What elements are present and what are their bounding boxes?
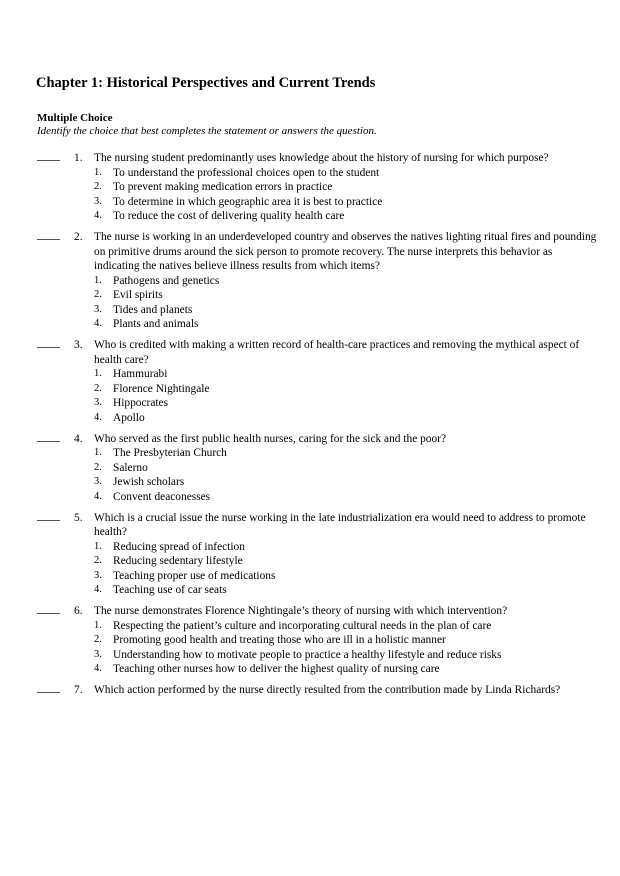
question-stem: Who served as the first public health nurses, caring for the sick and the poor? — [94, 432, 447, 445]
answer-blank[interactable] — [37, 613, 60, 614]
answer-option — [94, 317, 513, 332]
option-number: 3. — [94, 397, 102, 408]
answer-blank[interactable] — [37, 441, 60, 442]
answer-option — [94, 490, 513, 505]
answer-option — [94, 619, 593, 634]
question-list — [0, 151, 620, 704]
answer-option — [94, 367, 513, 382]
option-number: 4. — [94, 584, 102, 595]
question-stem: The nursing student predominantly uses knowledge about the history of nursing for which purpose? — [94, 152, 549, 164]
question-stem: Which is a crucial issue the nurse working in the late industrialization era would need to address to promote health? — [94, 511, 586, 538]
question-number: 6. — [74, 605, 83, 617]
option-text: Evil spirits — [113, 289, 163, 301]
answer-option — [94, 461, 513, 476]
question-stem: The nurse demonstrates Florence Nightingale’s theory of nursing with which intervention? — [94, 605, 508, 617]
answer-option — [94, 583, 513, 598]
option-text: Apollo — [113, 411, 145, 424]
question-stem: Who is credited with making a written record of health-care practices and removing the mythical aspect of health care? — [94, 339, 580, 366]
question-item — [0, 230, 620, 332]
answer-blank[interactable] — [37, 692, 60, 693]
option-number: 4. — [94, 663, 102, 674]
option-text: Teaching use of car seats — [113, 584, 227, 596]
option-number: 4. — [94, 210, 102, 221]
option-number: 1. — [94, 447, 102, 458]
answer-option — [94, 166, 513, 181]
question-number: 1. — [74, 152, 83, 164]
answer-blank[interactable] — [37, 347, 60, 348]
option-number: 4. — [94, 318, 102, 329]
answer-blank[interactable] — [37, 239, 60, 240]
option-text: Convent deaconesses — [113, 490, 211, 503]
answer-option — [94, 396, 513, 411]
option-number: 1. — [94, 274, 102, 286]
answer-option — [94, 303, 513, 318]
option-text: To determine in which geographic area it is best to practice — [113, 195, 383, 208]
question-number: 3. — [74, 339, 83, 351]
answer-option — [94, 633, 593, 648]
option-number: 1. — [94, 368, 102, 379]
question-number: 7. — [74, 684, 83, 696]
option-number: 2. — [94, 461, 102, 473]
option-list — [0, 367, 620, 425]
question-item — [0, 511, 620, 598]
option-text: Respecting the patient’s culture and incorporating cultural needs in the plan of care — [113, 619, 492, 632]
question-number: 4. — [74, 432, 83, 445]
answer-option — [94, 411, 513, 426]
answer-option — [94, 554, 513, 569]
option-number: 3. — [94, 648, 102, 660]
option-number: 2. — [94, 555, 102, 566]
option-list — [0, 446, 620, 504]
option-number: 3. — [94, 569, 102, 581]
answer-blank[interactable] — [37, 520, 60, 521]
answer-option — [94, 540, 513, 555]
question-item — [0, 432, 620, 505]
option-list — [0, 540, 620, 598]
question-item — [0, 151, 620, 224]
option-text: Promoting good health and treating those who are ill in a holistic manner — [113, 634, 446, 646]
answer-option — [94, 195, 513, 210]
option-number: 2. — [94, 181, 102, 192]
question-item — [0, 683, 620, 698]
option-number: 4. — [94, 411, 102, 423]
question-number: 5. — [74, 511, 83, 524]
answer-option — [94, 648, 513, 663]
option-text: Jewish scholars — [113, 476, 185, 488]
option-text: Hammurabi — [113, 368, 168, 380]
answer-option — [94, 662, 593, 677]
option-text: Teaching proper use of medications — [113, 569, 276, 582]
option-number: 2. — [94, 634, 102, 645]
section-heading: Multiple Choice — [37, 112, 113, 124]
option-number: 1. — [94, 619, 102, 631]
chapter-title: Chapter 1: Historical Perspectives and Current Trends — [36, 75, 376, 91]
option-number: 4. — [94, 490, 102, 502]
option-number: 1. — [94, 166, 102, 178]
option-text: Tides and planets — [113, 303, 193, 316]
option-number: 3. — [94, 195, 102, 207]
question-item — [0, 604, 620, 677]
option-list — [0, 274, 620, 332]
option-text: To reduce the cost of delivering quality health care — [113, 210, 345, 222]
option-text: The Presbyterian Church — [113, 447, 227, 459]
question-number: 2. — [74, 231, 83, 243]
option-text: Plants and animals — [113, 318, 199, 330]
option-list — [0, 166, 620, 224]
option-number: 1. — [94, 540, 102, 552]
option-text: Florence Nightingale — [113, 382, 210, 395]
option-text: Salerno — [113, 461, 148, 474]
option-text: Teaching other nurses how to deliver the highest quality of nursing care — [113, 663, 440, 675]
answer-option — [94, 475, 513, 490]
answer-option — [94, 209, 513, 224]
option-text: Pathogens and genetics — [113, 274, 220, 287]
answer-option — [94, 569, 513, 584]
answer-option — [94, 382, 513, 397]
option-number: 2. — [94, 382, 102, 394]
option-number: 2. — [94, 289, 102, 300]
option-text: Hippocrates — [113, 397, 169, 409]
instructions-text: Identify the choice that best completes the statement or answers the question. — [37, 125, 377, 137]
answer-blank[interactable] — [37, 160, 60, 161]
option-text: Reducing spread of infection — [113, 540, 245, 553]
option-number: 3. — [94, 476, 102, 487]
option-list — [0, 619, 620, 677]
option-text: To understand the professional choices open to the student — [113, 166, 380, 179]
question-stem: Which action performed by the nurse directly resulted from the contribution made by Linda Richards? — [94, 684, 561, 696]
option-text: Understanding how to motivate people to practice a healthy lifestyle and reduce risks — [113, 648, 502, 661]
question-stem: The nurse is working in an underdeveloped country and observes the natives lighting ritual fires and pounding on primitive drums around the sick person to promote recovery. The nurse interprets this behavior as indicating the natives believe illness results from which items? — [94, 231, 597, 272]
answer-option — [94, 180, 513, 195]
answer-option — [94, 288, 513, 303]
answer-option — [94, 274, 513, 289]
question-item — [0, 338, 620, 425]
answer-option — [94, 446, 513, 461]
option-text: To prevent making medication errors in practice — [113, 181, 333, 193]
option-text: Reducing sedentary lifestyle — [113, 555, 243, 567]
option-number: 3. — [94, 303, 102, 315]
